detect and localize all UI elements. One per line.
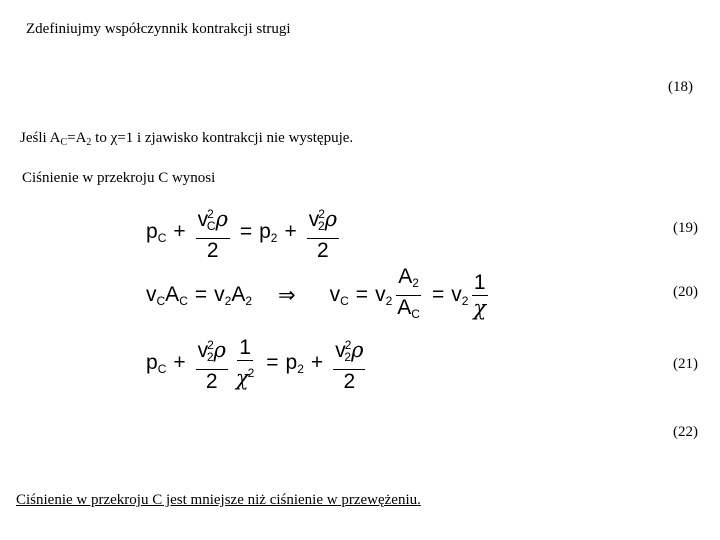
equals-sign: = [266,351,279,374]
eq19-fraction-left: $\frac{v^2_C\rho}{2}$ [196,203,230,262]
plus-sign: + [173,351,186,374]
eq-number-20: (20) [673,284,698,300]
eq21-chi-fraction: $\frac{1}{\chi^2}$ [235,335,255,390]
eq21-pc: $p_C$ [146,350,167,376]
implies-icon: ⇒ [278,283,296,307]
equation-20 [146,265,491,325]
intro-text: Zdefiniujmy współczynnik kontrakcji strugi [26,21,291,37]
equals-sign: = [431,283,445,306]
equals-sign: = [355,283,369,306]
eq20-chi-fraction: $\frac{1}{\chi}$ [473,270,487,320]
plus-sign: + [284,220,297,243]
eq-number-21: (21) [673,356,698,372]
condition-rest: =1 i zjawisko kontrakcji nie występuje. [117,130,354,146]
eq20-v2: $v_2$ [375,282,393,308]
eq20-vc: $v_C$ [329,282,349,308]
eq21-fraction-right: $\frac{v^2_2\rho}{2}$ [333,334,365,393]
condition-prefix: Jeśli A [20,130,61,146]
equals-sign: = [194,283,208,306]
eq19-pc: $p_C$ [146,219,167,245]
conclusion-text: Ciśnienie w przekroju C jest mniejsze niż ciśnienie w przewężeniu. [16,492,421,508]
eq20-v2a2: $v_2A_2$ [214,282,253,308]
eq-number-18: (18) [668,79,693,95]
eq-number-22: (22) [673,424,698,440]
equation-21 [146,333,368,393]
subscript-c: C [60,137,68,148]
equation-19 [146,202,342,262]
eq20-v2-b: $v_2$ [451,282,469,308]
pressure-text: Ciśnienie w przekroju C wynosi [22,170,216,186]
subscript-2: 2 [86,137,92,148]
eq19-fraction-right: $\frac{v^2_2\rho}{2}$ [307,203,339,262]
equals-sign: = [239,220,253,243]
plus-sign: + [173,220,186,243]
condition-text [20,130,353,148]
eq-number-19: (19) [673,220,698,236]
eq19-p2: $p_2$ [259,219,278,245]
eq21-p2: $p_2$ [285,350,304,376]
eq21-fraction-left: $\frac{v^2_2\rho}{2}$ [196,334,228,393]
chi-symbol: χ [110,130,118,146]
eq20-area-fraction: $\frac{A_2}{A_C}$ [397,264,420,321]
eq20-vcac: $v_CA_C$ [146,282,188,308]
condition-mid: to [91,130,111,146]
plus-sign: + [310,351,324,374]
condition-eq: =A [67,130,87,146]
